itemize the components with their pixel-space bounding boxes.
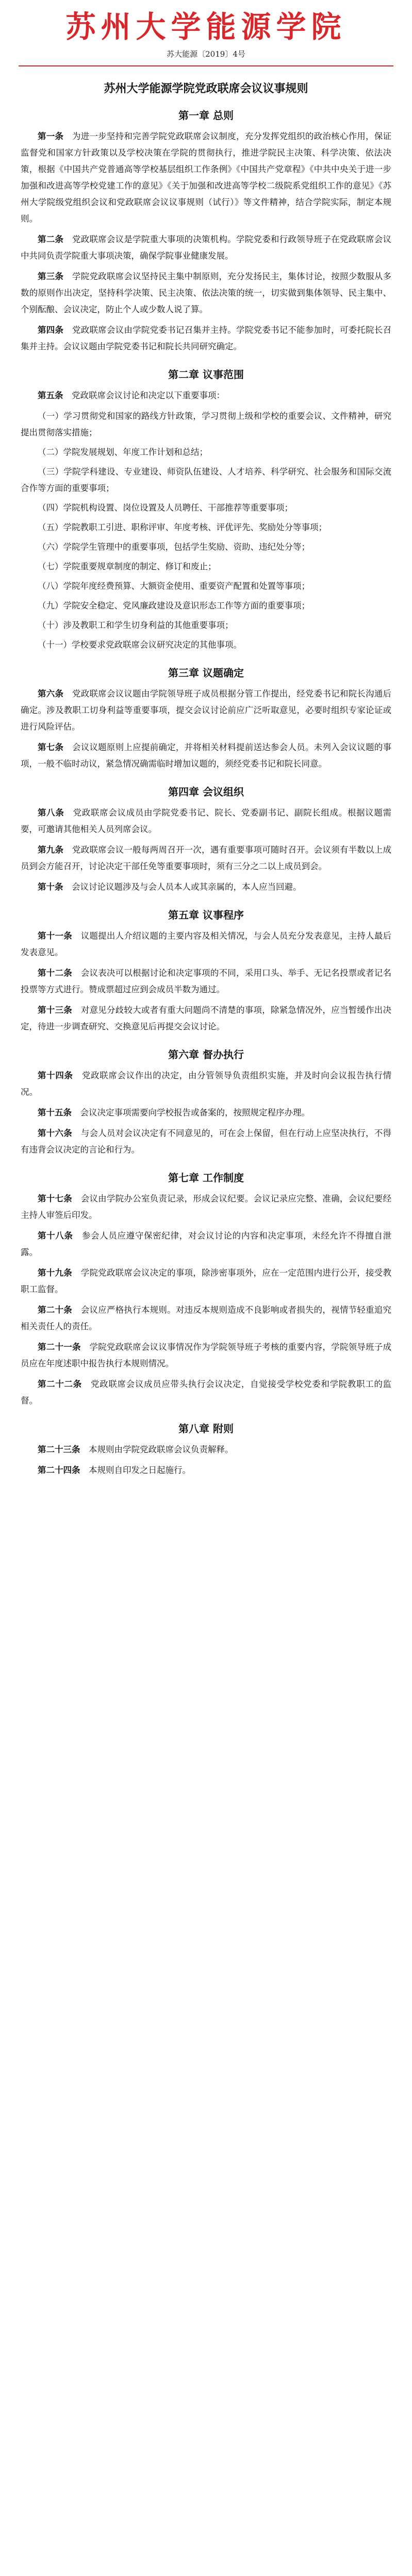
- article-text: 党政联席会议讨论和决定以下重要事项：: [72, 391, 225, 400]
- article-paragraph: [21, 1462, 391, 1479]
- article-paragraph: [21, 231, 391, 264]
- article-paragraph: [21, 1191, 391, 1224]
- article-paragraph: [21, 1376, 391, 1409]
- article-number: 第六条: [38, 689, 64, 699]
- article-text: 议题提出人介绍议题的主要内容及相关情况，与会人员充分发表意见，主持人最后发表意见。: [21, 931, 392, 957]
- article-paragraph: [21, 1067, 391, 1100]
- article-item: （八）学院年度经费预算、大额资金使用、重要资产配置和处置等事项；: [38, 581, 310, 591]
- article-text: 会议讨论议题涉及与会人员本人或其亲属的，本人应当回避。: [72, 882, 302, 892]
- chapter-heading: 第八章 附则: [178, 1422, 234, 1435]
- article-number: 第十六条: [38, 1128, 72, 1138]
- article-text: 会议表决可以根据讨论和决定事项的不同，采用口头、举手、无记名投票或者记名投票等方式进行。赞成票超过应到会成员半数为通过。: [21, 968, 392, 994]
- article-paragraph: [21, 1002, 391, 1035]
- article-number: 第七条: [38, 742, 64, 752]
- article-paragraph: [21, 739, 391, 772]
- article-number: 第二十四条: [38, 1465, 80, 1475]
- article-number: 第十九条: [38, 1268, 72, 1278]
- article-paragraph: [21, 805, 391, 838]
- article-number: 第十五条: [38, 1108, 72, 1117]
- article-text: 党政联席会议一般每两周召开一次，遇有重要事项可随时召开。会议须有半数以上成员到会方能召开，讨论决定干部任免等重要事项时，须有三分之二以上成员到会。: [21, 845, 392, 871]
- article-number: 第十八条: [38, 1231, 73, 1241]
- document-header: [0, 0, 412, 66]
- article-text: 会议由学院办公室负责记录，形成会议纪要。会议记录应完整、准确，会议纪要经主持人审签后印发。: [21, 1194, 392, 1220]
- chapter-heading: 第四章 会议组织: [168, 786, 244, 798]
- document-number: 苏大能源〔2019〕4号: [167, 49, 245, 59]
- article-number: 第二十一条: [38, 1342, 81, 1352]
- article-text: 参会人员应遵守保密纪律，对会议讨论的内容和决定事项，未经允许不得擅自泄露。: [21, 1231, 392, 1257]
- article-item: （六）学院学生管理中的重要事项，包括学生奖励、资助、违纪处分等；: [38, 542, 310, 552]
- chapter-heading: 第六章 督办执行: [168, 1048, 244, 1061]
- article-item: （九）学院安全稳定、党风廉政建设及意识形态工作等方面的重要事项；: [38, 601, 310, 611]
- article-item: （二）学院发展规划、年度工作计划和总结；: [38, 447, 208, 457]
- document-body: [0, 107, 412, 1479]
- chapter-heading: 第七章 工作制度: [168, 1172, 244, 1184]
- article-paragraph: [21, 686, 391, 735]
- chapter-heading: 第二章 议事范围: [168, 368, 244, 381]
- article-text: 党政联席会议成员由学院党委书记、院长、党委副书记、副院长组成。根据议题需要，可邀请其他相关人员列席会议。: [21, 808, 392, 834]
- article-paragraph: [21, 1228, 391, 1261]
- article-item: （五）学院教职工引进、职称评审、年度考核、评优评先、奖励处分等事项；: [38, 522, 327, 532]
- article-text: 会议议题原则上应提前确定，并将相关材料提前送达参会人员。未列入会议议题的事项，一般不临时动议，紧急情况确需临时增加议题的，须经党委书记和院长同意。: [21, 742, 392, 769]
- article-paragraph: [21, 1265, 391, 1298]
- article-text: 党政联席会议是学院重大事项的决策机构。学院党委和行政领导班子在党政联席会议中共同负责学院重大事项决策，确保学院事业健康发展。: [21, 234, 392, 261]
- article-paragraph: [21, 879, 391, 895]
- article-paragraph: [21, 928, 391, 961]
- article-number: 第四条: [38, 325, 64, 335]
- article-number: 第一条: [38, 131, 64, 141]
- chapter-heading: 第五章 议事程序: [168, 909, 244, 921]
- article-text: 学院党政联席会议决定的事项，除涉密事项外，应在一定范围内进行公开，接受教职工监督。: [21, 1268, 392, 1294]
- article-number: 第十二条: [38, 968, 72, 978]
- article-text: 党政联席会议成员应带头执行会议决定，自觉接受学校党委和学院教职工的监督。: [21, 1379, 392, 1405]
- chapter-heading: 第三章 议题确定: [168, 667, 244, 679]
- article-text: 为进一步坚持和完善学院党政联席会议制度，充分发挥党组织的政治核心作用，保证监督党和国家方针政策以及学校决策在学院的贯彻执行，推进学院民主决策、科学决策、依法决策，根据《中国共产党普通高等学校基层组织工作条例》《中国共产党章程》《中共中央关于进一步加强和改进高等学校党建工作的意见》《关于加强和改进高等学校二级院系党组织工作的意见》《苏州大学院级党组织会议和党政联席会议议事规则（试行）》等文件精神，结合学院实际，制定本规则。: [21, 131, 392, 224]
- article-text: 本规则自印发之日起施行。: [89, 1465, 191, 1475]
- masthead-title: 苏州大学能源学院: [65, 9, 347, 44]
- article-paragraph: [21, 965, 391, 998]
- article-number: 第八条: [38, 808, 64, 818]
- article-text: 会议决定事项需要向学校报告或备案的，按照规定程序办理。: [80, 1108, 310, 1117]
- header-red-rule: [19, 65, 393, 66]
- article-item: （七）学院重要规章制度的制定、修订和废止；: [38, 562, 217, 571]
- article-number: 第十四条: [38, 1071, 73, 1080]
- article-number: 第十条: [38, 882, 63, 892]
- article-number: 第十三条: [38, 1005, 72, 1015]
- article-paragraph: [21, 1302, 391, 1335]
- article-number: 第九条: [38, 845, 64, 855]
- article-number: 第十七条: [38, 1194, 72, 1204]
- article-item: （十一）学校要求党政联席会议研究决定的其他事项。: [38, 640, 242, 650]
- article-paragraph: [21, 1105, 391, 1121]
- article-number: 第二十二条: [38, 1379, 82, 1389]
- article-text: 学院党政联席会议议事情况作为学院领导班子考核的重要内容，学院领导班子成员应在年度述职中报告执行本规则情况。: [21, 1342, 392, 1368]
- article-text: 党政联席会议由学院党委书记召集并主持。学院党委书记不能参加时，可委托院长召集并主持。会议议题由学院党委书记和院长共同研究确定。: [21, 325, 392, 351]
- chapter-heading: 第一章 总则: [178, 109, 234, 122]
- article-paragraph: [21, 1442, 391, 1458]
- article-text: 与会人员对会议决定有不同意见的，可在会上保留，但在行动上应坚决执行，不得有违背会议决定的言论和行为。: [21, 1128, 392, 1155]
- article-item: （一）学习贯彻党和国家的路线方针政策，学习贯彻上级和学校的重要会议、文件精神，研究提出贯彻落实措施；: [21, 411, 391, 437]
- article-number: 第二条: [38, 234, 64, 244]
- article-paragraph: [21, 322, 391, 355]
- article-number: 第二十条: [38, 1305, 72, 1315]
- document-title: 苏州大学能源学院党政联席会议议事规则: [104, 82, 308, 95]
- article-text: 党政联席会议议题由学院领导班子成员根据分管工作提出，经党委书记和院长沟通后确定。涉及教职工切身利益等重要事项，提交会议讨论前应广泛听取意见，必要时组织专家论证或进行风险评估。: [21, 689, 392, 732]
- article-paragraph: [21, 1339, 391, 1372]
- article-text: 党政联席会议作出的决定，由分管领导负责组织实施，并及时向会议报告执行情况。: [21, 1071, 392, 1097]
- article-number: 第二十三条: [38, 1445, 80, 1454]
- article-item: （四）学院机构设置、岗位设置及人员聘任、干部推荐等重要事项；: [38, 503, 293, 513]
- article-paragraph: [21, 268, 391, 318]
- article-text: 会议应严格执行本规则。对违反本规则造成不良影响或者损失的，视情节轻重追究相关责任人的责任。: [21, 1305, 392, 1331]
- article-paragraph: [21, 128, 391, 227]
- article-text: 学院党政联席会议坚持民主集中制原则，充分发扬民主，集体讨论，按照少数服从多数的原则作出决定，坚持科学决策、民主决策、依法决策的统一，切实做到集体领导、民主集中、个别酝酿、会议决定，防止个人或少数人说了算。: [21, 272, 392, 314]
- article-item: （十）涉及教职工和学生切身利益的其他重要事项；: [38, 620, 234, 630]
- article-number: 第三条: [38, 272, 64, 281]
- article-paragraph: [21, 842, 391, 875]
- article-text: 本规则由学院党政联席会议负责解释。: [89, 1445, 234, 1454]
- article-item: （三）学院学科建设、专业建设、师资队伍建设、人才培养、科学研究、社会服务和国际交流合作等方面的重要事项；: [21, 467, 391, 493]
- article-number: 第十一条: [38, 931, 72, 941]
- article-text: 对意见分歧较大或者有重大问题尚不清楚的事项，除紧急情况外，应当暂缓作出决定，待进一步调查研究、交换意见后再提交会议讨论。: [21, 1005, 392, 1031]
- article-paragraph: [21, 1125, 391, 1158]
- article-number: 第五条: [38, 391, 63, 400]
- article-paragraph: [21, 387, 391, 404]
